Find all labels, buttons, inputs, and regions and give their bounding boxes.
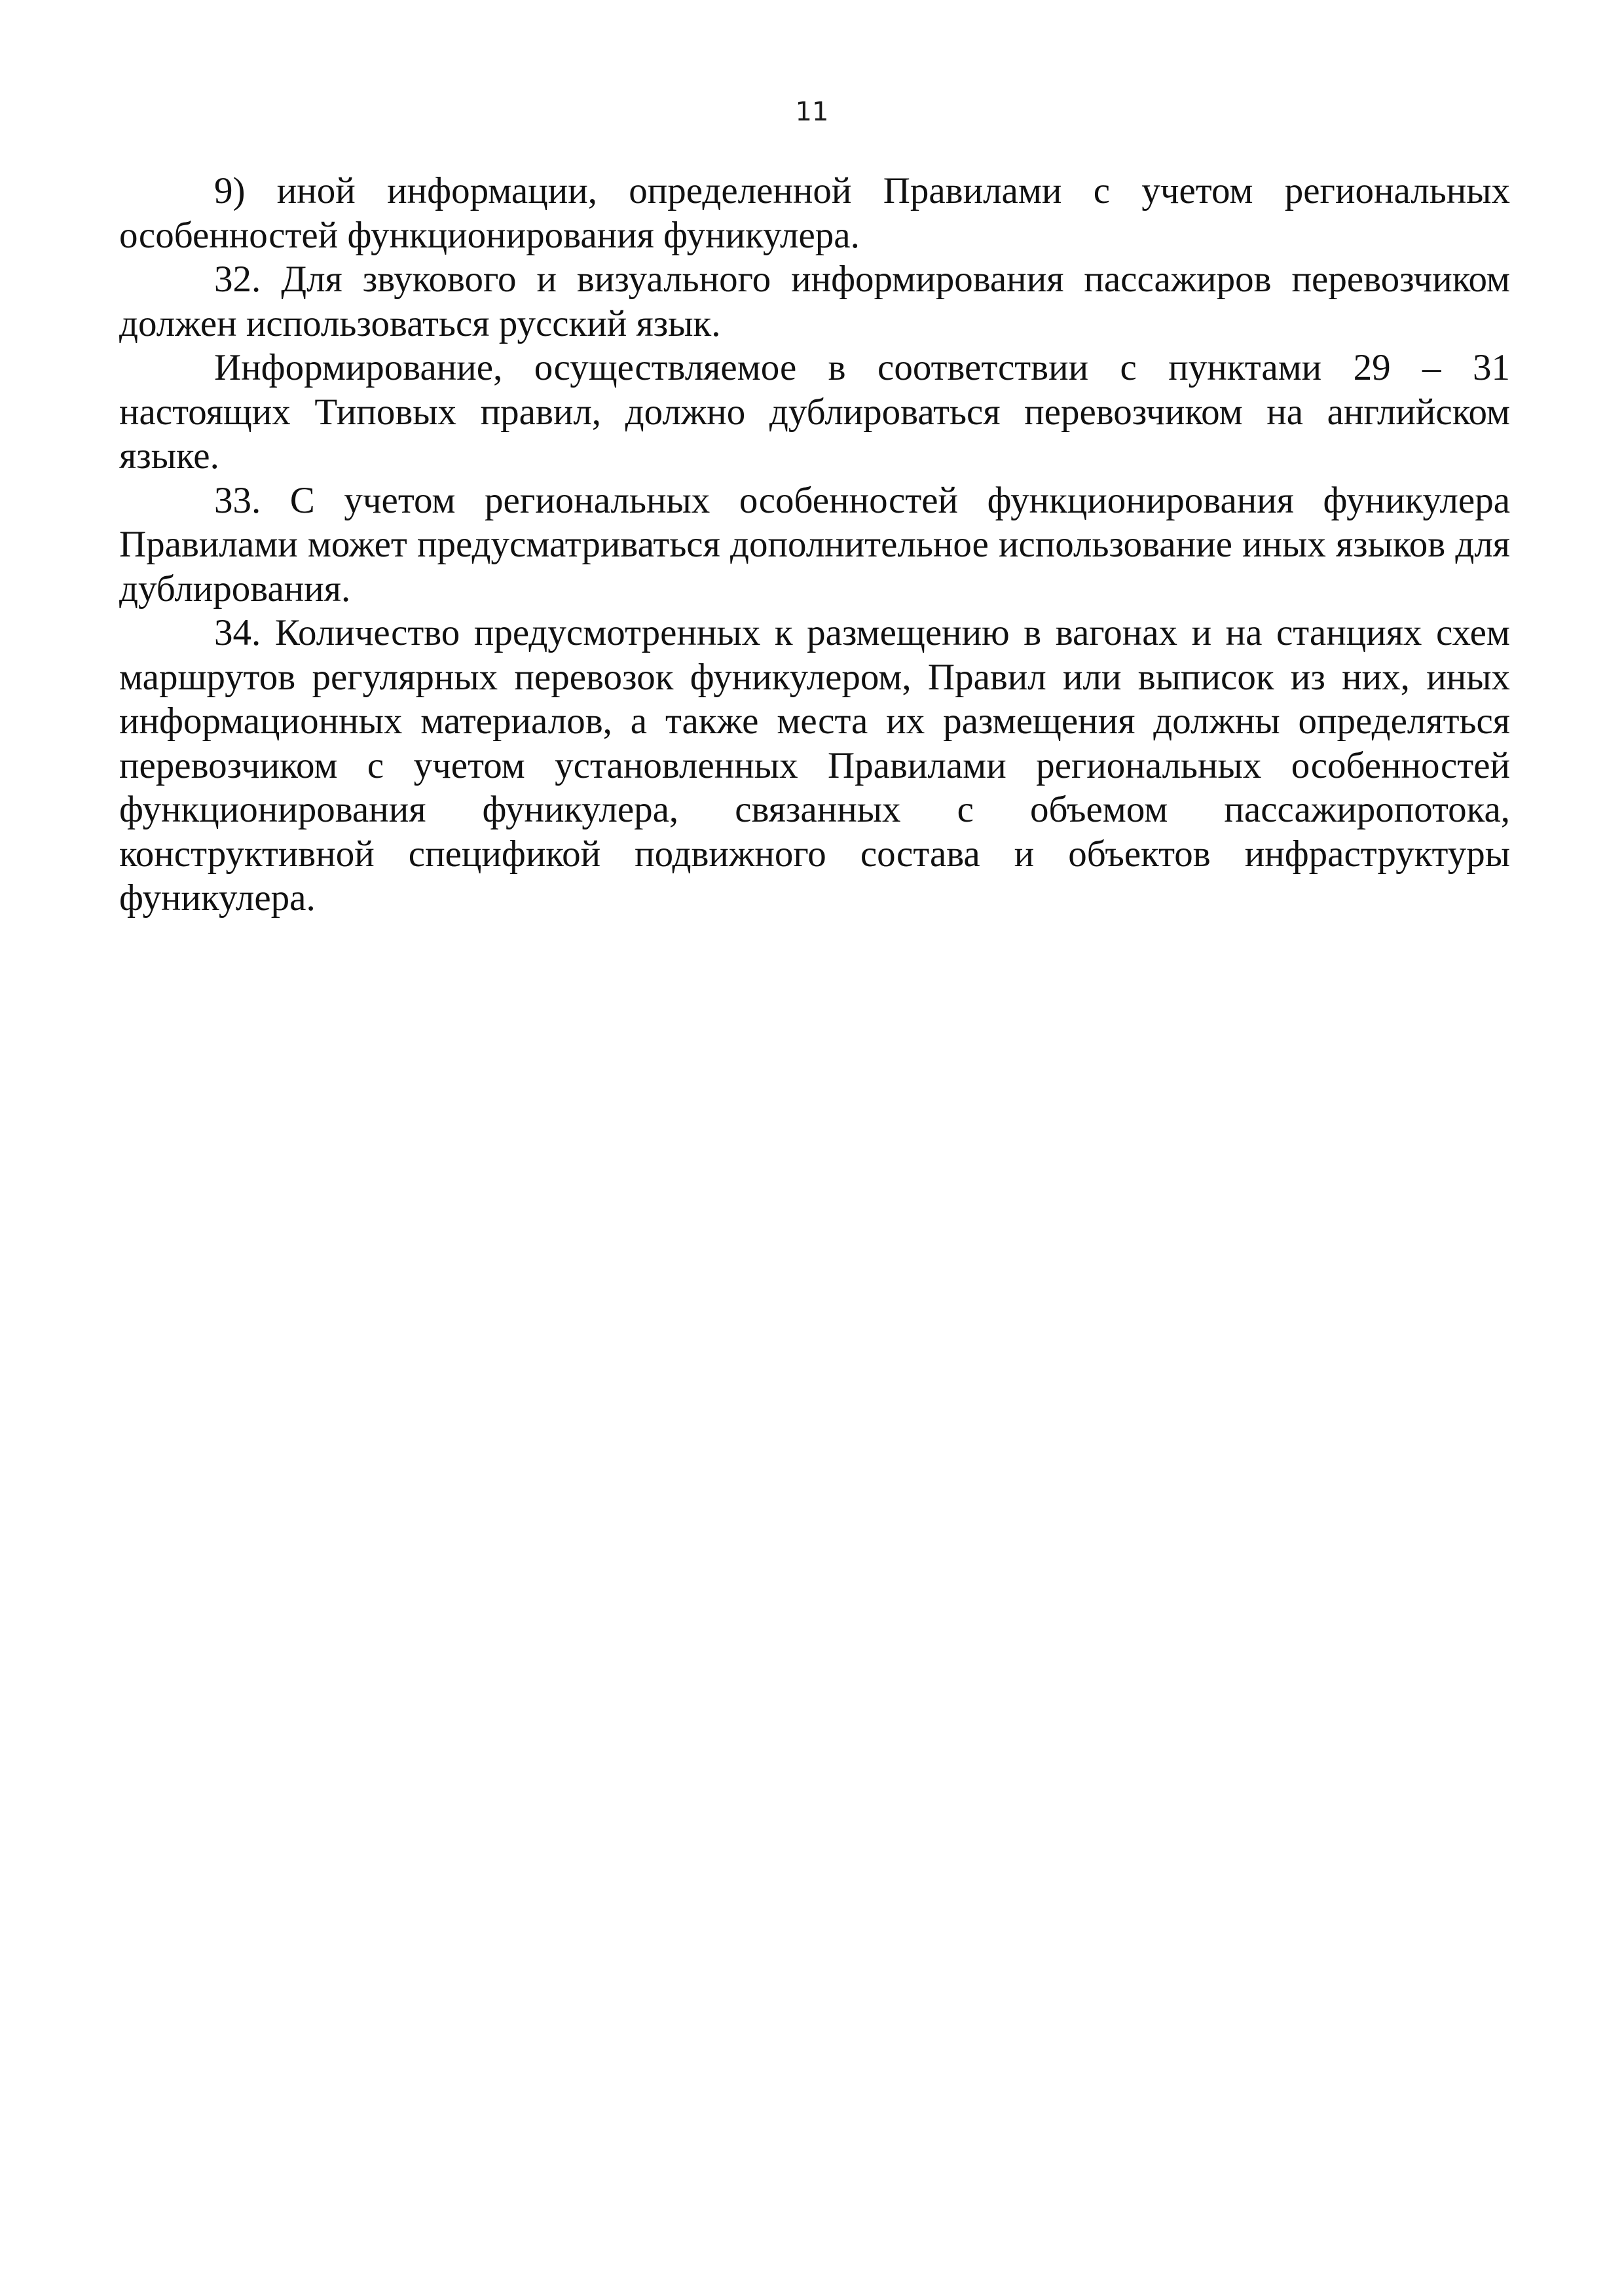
paragraph-33: 33. С учетом региональных особенностей функционирования фуникулера Правилами может предусматриваться дополнительное использование иных языков для дублирования. [119, 479, 1510, 610]
paragraph-32: 32. Для звукового и визуального информирования пассажиров перевозчиком должен использоваться русский язык. [119, 259, 1510, 344]
paragraph-item-9: 9) иной информации, определенной Правилами с учетом региональных особенностей функционирования фуникулера. [119, 170, 1510, 256]
document-body [119, 169, 1510, 920]
page-number: 11 [795, 97, 829, 127]
paragraph-34: 34. Количество предусмотренных к размещению в вагонах и на станциях схем маршрутов регулярных перевозок фуникулером, Правил или выписок из них, иных информационных материалов, а также места их размещения должны определяться перевозчиком с учетом установленных Правилами региональных особенностей функционирования фуникулера, связанных с объемом пассажиропотока, конструктивной спецификой подвижного состава и объектов инфраструктуры фуникулера. [119, 612, 1510, 919]
paragraph-32-english-duplication: Информирование, осуществляемое в соответствии с пунктами 29 – 31 настоящих Типовых правил, должно дублироваться перевозчиком на английском языке. [119, 347, 1510, 477]
